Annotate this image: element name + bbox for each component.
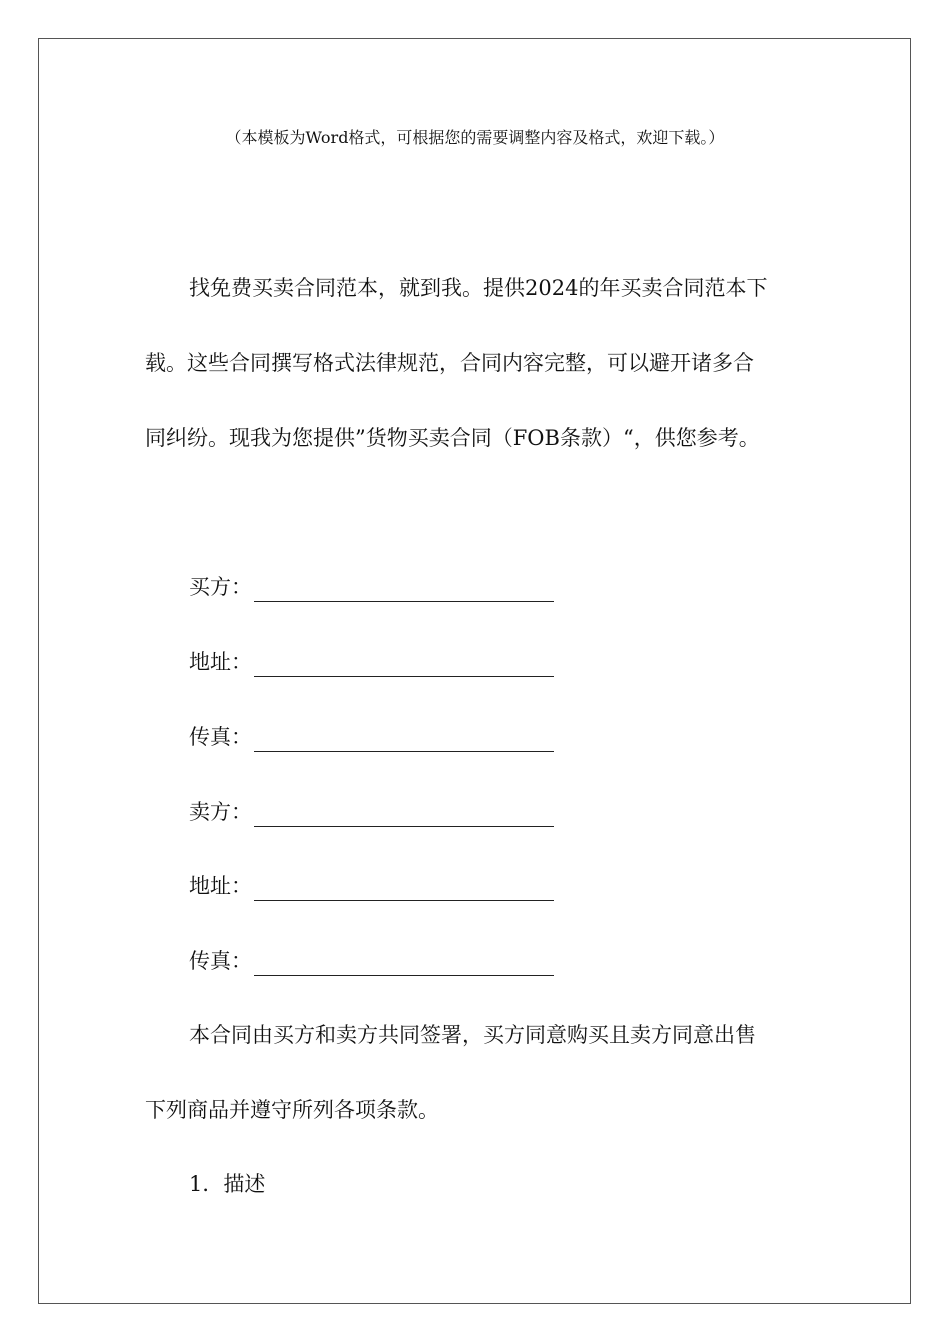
seller-address-label: 地址：	[189, 874, 252, 898]
seller-address-blank-line	[254, 878, 554, 901]
seller-field	[189, 797, 554, 827]
agreement-line-2: 下列商品并遵守所列各项条款。	[145, 1098, 439, 1122]
buyer-address-field	[189, 647, 554, 677]
buyer-fax-field	[189, 722, 554, 752]
seller-blank-line	[254, 804, 554, 827]
seller-fax-field	[189, 946, 554, 976]
buyer-address-label: 地址：	[189, 650, 252, 674]
intro-line-1: 找免费买卖合同范本，就到我。提供2024的年买卖合同范本下	[189, 276, 768, 300]
buyer-fax-label: 传真：	[189, 725, 252, 749]
seller-fax-blank-line	[254, 953, 554, 976]
seller-address-field	[189, 871, 554, 901]
agreement-line-1: 本合同由买方和卖方共同签署，买方同意购买且卖方同意出售	[189, 1023, 756, 1047]
template-note: （本模板为Word格式，可根据您的需要调整内容及格式，欢迎下载。）	[225, 128, 725, 147]
section-heading: 1．描述	[189, 1172, 266, 1196]
buyer-field	[189, 572, 554, 602]
buyer-fax-blank-line	[254, 729, 554, 752]
buyer-blank-line	[254, 579, 554, 602]
intro-line-2: 载。这些合同撰写格式法律规范，合同内容完整，可以避开诸多合	[145, 351, 754, 375]
buyer-address-blank-line	[254, 654, 554, 677]
buyer-label: 买方：	[189, 575, 252, 599]
seller-fax-label: 传真：	[189, 949, 252, 973]
intro-line-3: 同纠纷。现我为您提供”货物买卖合同（FOB条款）“，供您参考。	[145, 426, 760, 450]
seller-label: 卖方：	[189, 800, 252, 824]
